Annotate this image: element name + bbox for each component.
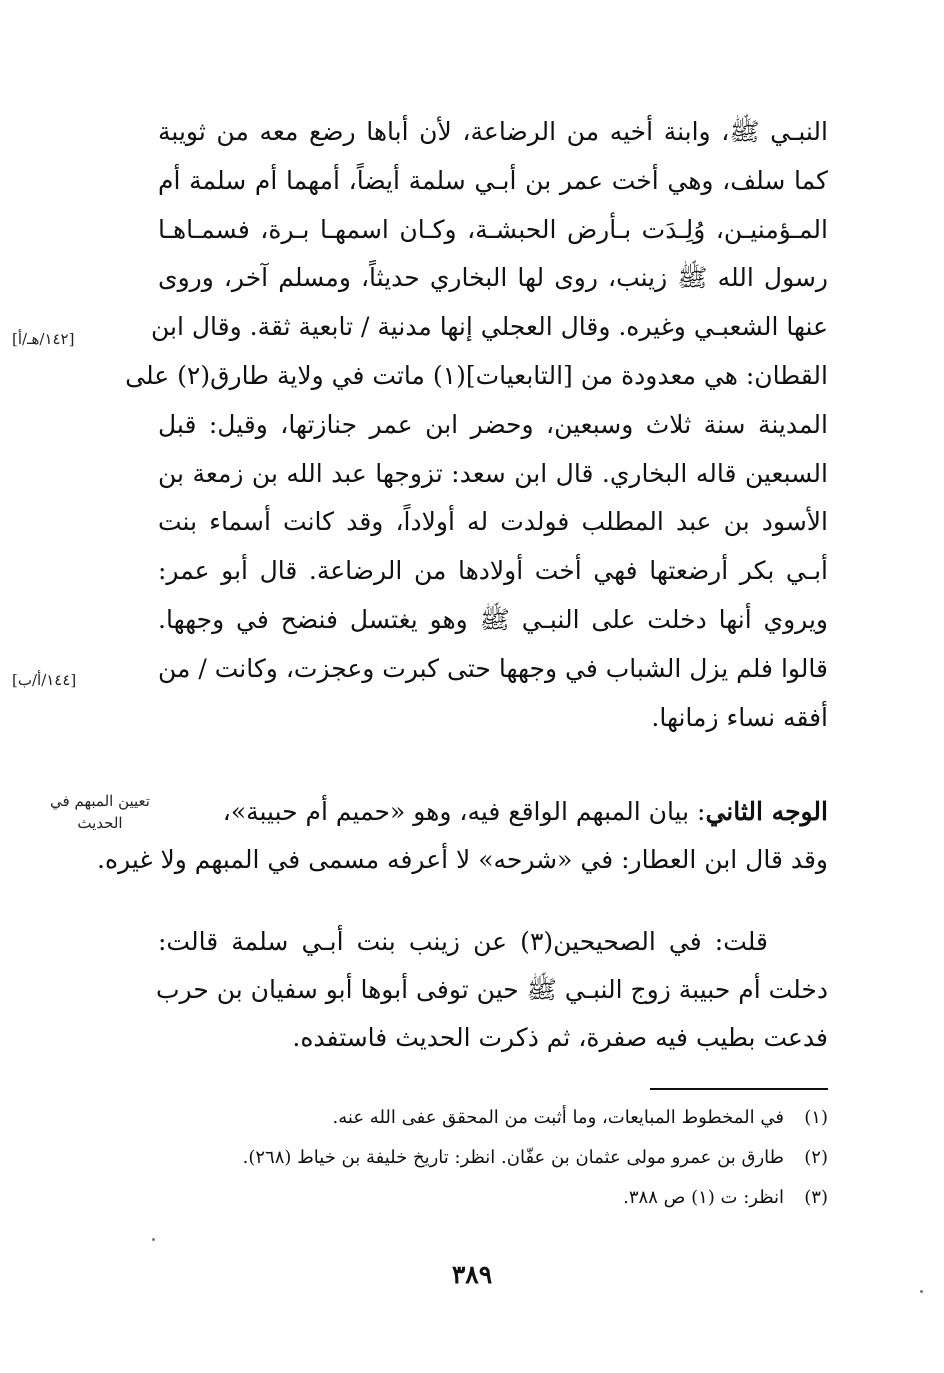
section2-line: وقد قال ابن العطار: في «شرحه» لا أعرفه مسمى في المبهم ولا غيره.	[97, 845, 828, 874]
footnote-number: (١)	[804, 1107, 828, 1128]
manuscript-ref-note: [١٤٤/أ/ب]	[12, 671, 77, 689]
scan-speck	[152, 1238, 155, 1241]
body-line: السبعين قاله البخاري. قال ابن سعد: تزوجها عبد الله بن زمعة بن	[158, 458, 828, 488]
section2-line	[158, 788, 828, 836]
body-line: الأسود بن عبد المطلب فولدت له أولاداً، وقد كانت أسماء بنت	[158, 507, 828, 537]
body-line: القطان: هي معدودة من [التابعيات](١) ماتت في ولاية طارق(٢) على	[125, 360, 828, 390]
footnote-number: (٢)	[804, 1147, 828, 1168]
body-line: قالوا فلم يزل الشباب في وجهها حتى كبرت وعجزت، وكانت / من	[158, 653, 828, 683]
footnote-text: في المخطوط المبايعات، وما أثبت من المحقق عفى الله عنه.	[332, 1107, 784, 1128]
section3-line: دخلت أم حبيبة زوج النبـي ﷺ حين توفى أبوها أبو سفيان بن حرب	[156, 975, 828, 1004]
footnote-text: انظر: ت (١) ص ٣٨٨.	[623, 1187, 784, 1208]
body-line: المـؤمنيـن، وُلِـدَت بـأرض الحبشـة، وكـان اسمهـا بـرة، فسمـاهـا	[158, 214, 828, 244]
body-line: النبـي ﷺ، وابنة أخيه من الرضاعة، لأن أباها رضع معه من ثويبة	[158, 117, 828, 146]
body-line: رسول الله ﷺ زينب، روى لها البخاري حديثاً، ومسلم آخر، وروى	[158, 263, 828, 293]
section3-line: قلت: في الصحيحين(٣) عن زينب بنت أبـي سلمة قالت:	[158, 927, 769, 956]
footnote-item	[158, 1098, 828, 1138]
section3-line: فدعت بطيب فيه صفرة، ثم ذكرت الحديث فاستفده.	[292, 1023, 828, 1052]
side-topic-label: تعيين المبهم في الحديث	[50, 792, 150, 832]
body-line: ويروي أنها دخلت على النبـي ﷺ وهو يغتسل فنضح في وجهها.	[158, 604, 828, 634]
footnotes	[158, 1098, 828, 1218]
footnote-item	[158, 1138, 828, 1178]
section2-heading: الوجه الثاني	[705, 797, 828, 826]
footnote-item	[158, 1178, 828, 1218]
scan-speck	[920, 1290, 923, 1293]
body-line: أفقه نساء زمانها.	[651, 702, 828, 732]
page-number: ٣٨٩	[451, 1260, 493, 1289]
footnote-number: (٣)	[804, 1187, 828, 1208]
manuscript-ref-note: [١٤٢/هـ/أ]	[12, 330, 75, 348]
footnote-text: طارق بن عمرو مولى عثمان بن عفّان. انظر: تاريخ خليفة بن خياط (٢٦٨).	[242, 1147, 784, 1168]
quote-paragraph	[158, 918, 828, 1062]
body-line: أبـي بكر أرضعتها فهي أخت أولادها من الرضاعة. قال أبو عمر:	[158, 556, 828, 586]
main-paragraph	[125, 108, 828, 742]
body-line: عنها الشعبـي وغيره. وقال العجلي إنها مدنية / تابعية ثقة. وقال ابن	[151, 312, 828, 342]
body-line: المدينة سنة ثلاث وسبعين، وحضر ابن عمر جنازتها، وقيل: قبل	[158, 409, 828, 439]
section2-line1-text: : بيان المبهم الواقع فيه، وهو «حميم أم حبيبة»،	[222, 797, 706, 826]
body-line: كما سلف، وهي أخت عمر بن أبـي سلمة أيضاً، أمهما أم سلمة أم	[158, 165, 828, 195]
footnote-divider	[650, 1088, 828, 1090]
